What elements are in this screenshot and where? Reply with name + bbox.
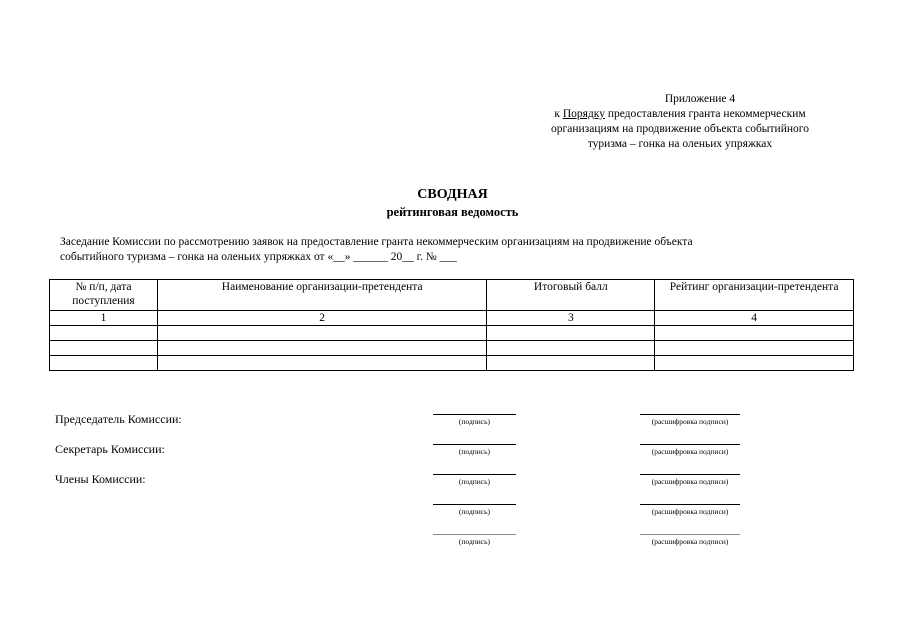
header-number-date: № п/п, дата поступления: [50, 280, 158, 311]
member-signature-line[interactable]: (подпись): [433, 534, 516, 546]
appendix-line-2: [520, 107, 840, 122]
table-cell[interactable]: [655, 356, 854, 371]
table-cell[interactable]: [157, 341, 487, 356]
appendix-line-4: туризма – гонка на оленьих упряжках: [587, 138, 773, 150]
table-cell[interactable]: [487, 356, 655, 371]
member-signature-line[interactable]: (подпись): [433, 474, 516, 486]
members-label: Члены Комиссии:: [55, 472, 146, 486]
meeting-intro: [60, 235, 820, 265]
chair-label: Председатель Комиссии:: [55, 412, 182, 426]
member-decode-line[interactable]: (расшифровка подписи): [640, 504, 740, 516]
table-cell[interactable]: [655, 326, 854, 341]
intro-line-2: событийного туризма – гонка на оленьих упряжках от «__» ______ 20__ г. № ___: [60, 251, 457, 263]
order-link[interactable]: Порядку: [562, 108, 605, 120]
document-subtitle: рейтинговая ведомость: [386, 205, 519, 219]
table-row: [50, 326, 854, 341]
column-number: 1: [50, 311, 158, 326]
table-number-row: [50, 311, 854, 326]
table-row: [50, 356, 854, 371]
appendix-line-2-rest: предоставления гранта некоммерческим: [604, 108, 806, 120]
table-cell[interactable]: [50, 356, 158, 371]
table-cell[interactable]: [157, 356, 487, 371]
member-decode-line[interactable]: (расшифровка подписи): [640, 534, 740, 546]
column-number: 3: [487, 311, 655, 326]
header-organization: Наименование организации-претендента: [157, 280, 487, 311]
appendix-line-2-prefix: к: [554, 108, 563, 120]
appendix-block: [520, 92, 840, 152]
chair-decode-line[interactable]: (расшифровка подписи): [640, 414, 740, 426]
header-rating: Рейтинг организации-претендента: [655, 280, 854, 311]
appendix-line-1: Приложение 4: [664, 93, 736, 105]
intro-line-1: Заседание Комиссии по рассмотрению заявок на предоставление гранта некоммерческим организациям на продвижение объекта: [60, 236, 693, 248]
table-row: [50, 341, 854, 356]
table-cell[interactable]: [487, 326, 655, 341]
secretary-label: Секретарь Комиссии:: [55, 442, 165, 456]
table-cell[interactable]: [487, 341, 655, 356]
appendix-line-3: организациям на продвижение объекта событийного: [551, 123, 809, 135]
table-cell[interactable]: [157, 326, 487, 341]
member-signature-line[interactable]: (подпись): [433, 504, 516, 516]
column-number: 4: [655, 311, 854, 326]
document-title: СВОДНАЯ: [417, 187, 488, 202]
header-total-score: Итоговый балл: [487, 280, 655, 311]
member-decode-line[interactable]: (расшифровка подписи): [640, 474, 740, 486]
chair-signature-line[interactable]: (подпись): [433, 414, 516, 426]
table-header-row: [50, 280, 854, 311]
secretary-decode-line[interactable]: (расшифровка подписи): [640, 444, 740, 456]
table-cell[interactable]: [50, 341, 158, 356]
table-cell[interactable]: [655, 341, 854, 356]
rating-table: [49, 279, 854, 371]
secretary-signature-line[interactable]: (подпись): [433, 444, 516, 456]
column-number: 2: [157, 311, 487, 326]
table-cell[interactable]: [50, 326, 158, 341]
